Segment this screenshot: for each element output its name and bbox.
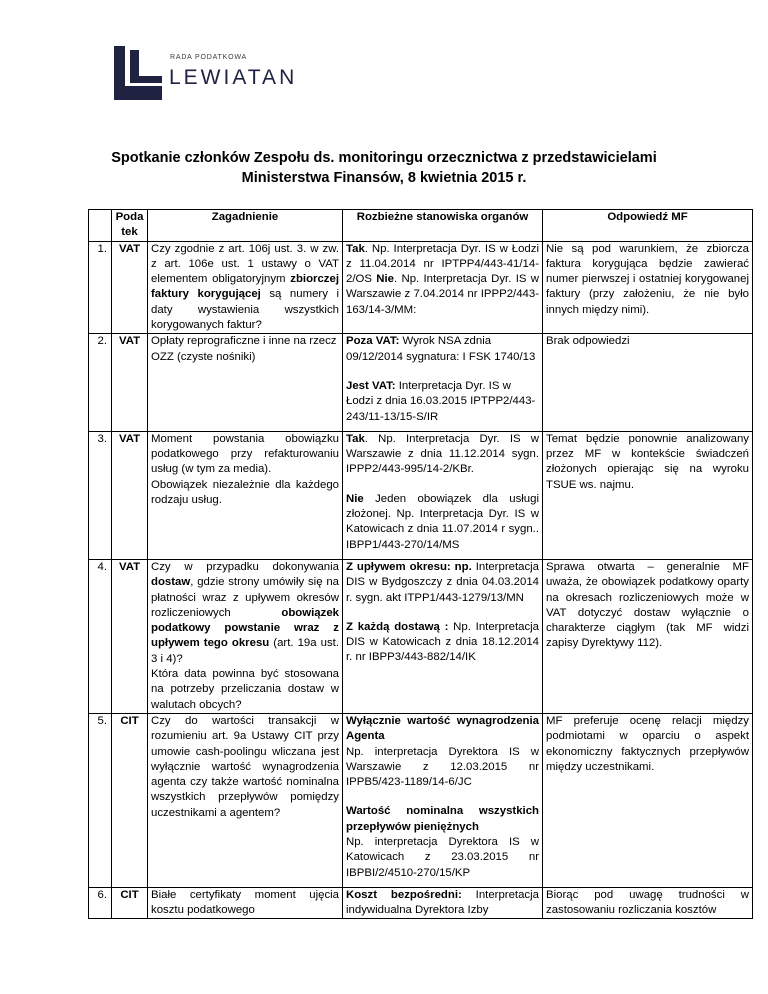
issue-text: Obowiązek niezależnie dla każdego rodzaju usług. [151,478,339,507]
position-text: . Np. Interpretacja Dyr. IS w Warszawie z dnia 11.12.2014 sygn. IPPP2/443-995/14-2/KBr. [346,432,539,476]
row-number: 1. [89,241,112,334]
header-positions: Rozbieżne stanowiska organów [343,210,543,242]
position-label: Nie [346,492,364,505]
position-label: Tak [346,242,365,255]
row-tax: CIT [112,713,148,887]
row-answer: Brak odpowiedzi [543,334,753,431]
row-issue [148,241,343,334]
row-tax: CIT [112,887,148,919]
position-text: Interpretacja DIS w Bydgoszczy z dnia 04.03.2014 r. sygn. akt ITPP1/443-1279/13/MN [346,560,540,604]
table-row [89,431,753,559]
table-header-row [89,210,753,242]
row-number: 2. [89,334,112,431]
position-label: Z każdą dostawą : [346,620,449,633]
row-issue: Czy do wartości transakcji w rozumieniu art. 9a Ustawy CIT przy umowie cash-poolingu wliczana jest wyłącznie wartość wynagrodzenia agenta czy także wartość nominalna wszystkich przepływów pomiędzy uczestnikami a agentem? [148,713,343,887]
position-label: Z upływem okresu: np. [346,560,472,573]
row-tax: VAT [112,431,148,559]
row-issue: Opłaty reprograficzne i inne na rzecz OZZ (czyste nośniki) [148,334,343,431]
issue-bold: obowiązek podatkowy powstanie wraz z upływem tego okresu [151,606,339,650]
row-issue [148,559,343,713]
position-text: Np. Interpretacja DIS w Katowicach z dnia 18.12.2014 r. nr IBPP3/443-882/14/IK [346,620,540,664]
logo [112,44,302,104]
row-number: 3. [89,431,112,559]
issue-bold: dostaw [151,576,191,589]
header-issue: Zagadnienie [148,210,343,242]
position-text: Np. interpretacja Dyrektora IS w Warszawie z 12.03.2015 nr IPPB5/423-1189/14-6/JC [346,745,539,789]
row-positions [343,887,543,919]
issue-text: (art. 19a ust. 3 i 4)? [151,637,339,665]
row-tax: VAT [112,559,148,713]
position-label: Poza VAT: [346,335,400,348]
table-row [89,713,753,887]
header-answer: Odpowiedź MF [543,210,753,242]
table-row [89,334,753,431]
table-row [89,241,753,334]
issue-text: Czy w przypadku dokonywania [151,560,339,573]
row-number: 6. [89,887,112,919]
logo-name: LEWIATAN [169,66,298,89]
row-number: 5. [89,713,112,887]
row-positions [343,559,543,713]
position-text: . Np. Interpretacja Dyr. IS w Warszawie z 7.04.2014 nr IPPP2/443-163/14-3/MM: [346,273,539,316]
position-text: Np. interpretacja Dyrektora IS w Katowicach z 23.03.2015 nr IBPBI/2/4510-270/15/KP [346,835,539,879]
row-issue: Białe certyfikaty moment ujęcia kosztu podatkowego [148,887,343,919]
issue-text: Moment powstania obowiązku podatkowego przy refakturowaniu usług (w tym za media). [151,432,339,476]
document-title [0,148,768,188]
row-positions [343,431,543,559]
title-line-2: Ministerstwa Finansów, 8 kwietnia 2015 r. [241,170,527,186]
row-number: 4. [89,559,112,713]
row-answer: Sprawa otwarta – generalnie MF uważa, że obowiązek podatkowy oparty na okresach rozliczeniowych może w VAT dotyczyć dostaw wyłącznie o charakterze ciągłym (tak MF widzi zapisy Dyrektywy 112). [543,559,753,713]
issue-text: Czy zgodnie z art. 106j ust. 3. w zw. z art. 106e ust. 1 ustawy o VAT elementem obligatoryjnym [151,242,339,286]
table-row [89,559,753,713]
position-label: Nie [376,273,395,286]
row-positions [343,241,543,334]
position-text: Wyrok NSA zdnia 09/12/2014 sygnatura: I FSK 1740/13 [346,335,536,363]
position-label: Tak [346,432,365,445]
position-label: Jest VAT: [346,379,396,392]
table-row [89,887,753,919]
logo-subtitle: RADA PODATKOWA [170,54,247,61]
row-tax: VAT [112,334,148,431]
row-answer: MF preferuje ocenę relacji między podmiotami w oparciu o aspekt ekonomiczny faktycznych przepływów między uczestnikami. [543,713,753,887]
row-answer: Biorąc pod uwagę trudności w zastosowaniu rozliczania kosztów [543,887,753,919]
position-label: Koszt bezpośredni: [346,888,462,901]
title-line-1: Spotkanie członków Zespołu ds. monitoringu orzecznictwa z przedstawicielami [111,150,657,166]
position-text: Interpretacja Dyr. IS w Łodzi z dnia 16.03.2015 IPTPP2/443-243/11-13/15-S/IR [346,379,536,423]
issue-text: , gdzie strony umówiły się na płatności wraz z upływem okresów rozliczeniowych [151,576,339,619]
row-answer: Nie są pod warunkiem, że zbiorcza faktura korygująca będzie zawierać numer pierwszej i ostatniej korygowanej faktury (przy założeniu, że nie było innych między nimi). [543,241,753,334]
issues-table [88,209,753,919]
row-issue [148,431,343,559]
position-label: Wartość nominalna wszystkich przepływów pieniężnych [346,805,539,833]
row-answer: Temat będzie ponownie analizowany przez MF w kontekście świadczeń złożonych opierając się na wyroku TSUE ws. najmu. [543,431,753,559]
position-text: Jeden obowiązek dla usługi złożonej. Np. Interpretacja Dyr. IS w Katowicach z dnia 11.07.2014 r sygn.. IBPP1/443-270/14/MS [346,492,539,551]
issue-bold: zbiorczej faktury korygującej [151,273,339,301]
row-positions [343,713,543,887]
row-tax: VAT [112,241,148,334]
row-positions [343,334,543,431]
header-no [89,210,112,242]
issue-text: są numery i daty wystawienia wszystkich korygowanych faktur? [151,288,339,332]
lewiatan-logo-mark-icon [112,44,164,102]
position-text: Interpretacja indywidualna Dyrektora Izby [346,888,539,917]
position-label: Wyłącznie wartość wynagrodzenia Agenta [346,714,539,743]
header-tax: Podatek [112,210,148,242]
position-text: . Np. Interpretacja Dyr. IS w Łodzi z 11.04.2014 nr IPTPP4/443-41/14-2/OS [346,242,539,286]
issue-text: Która data powinna być stosowana na potrzeby przeliczania dostaw w walutach obcych? [151,668,339,711]
